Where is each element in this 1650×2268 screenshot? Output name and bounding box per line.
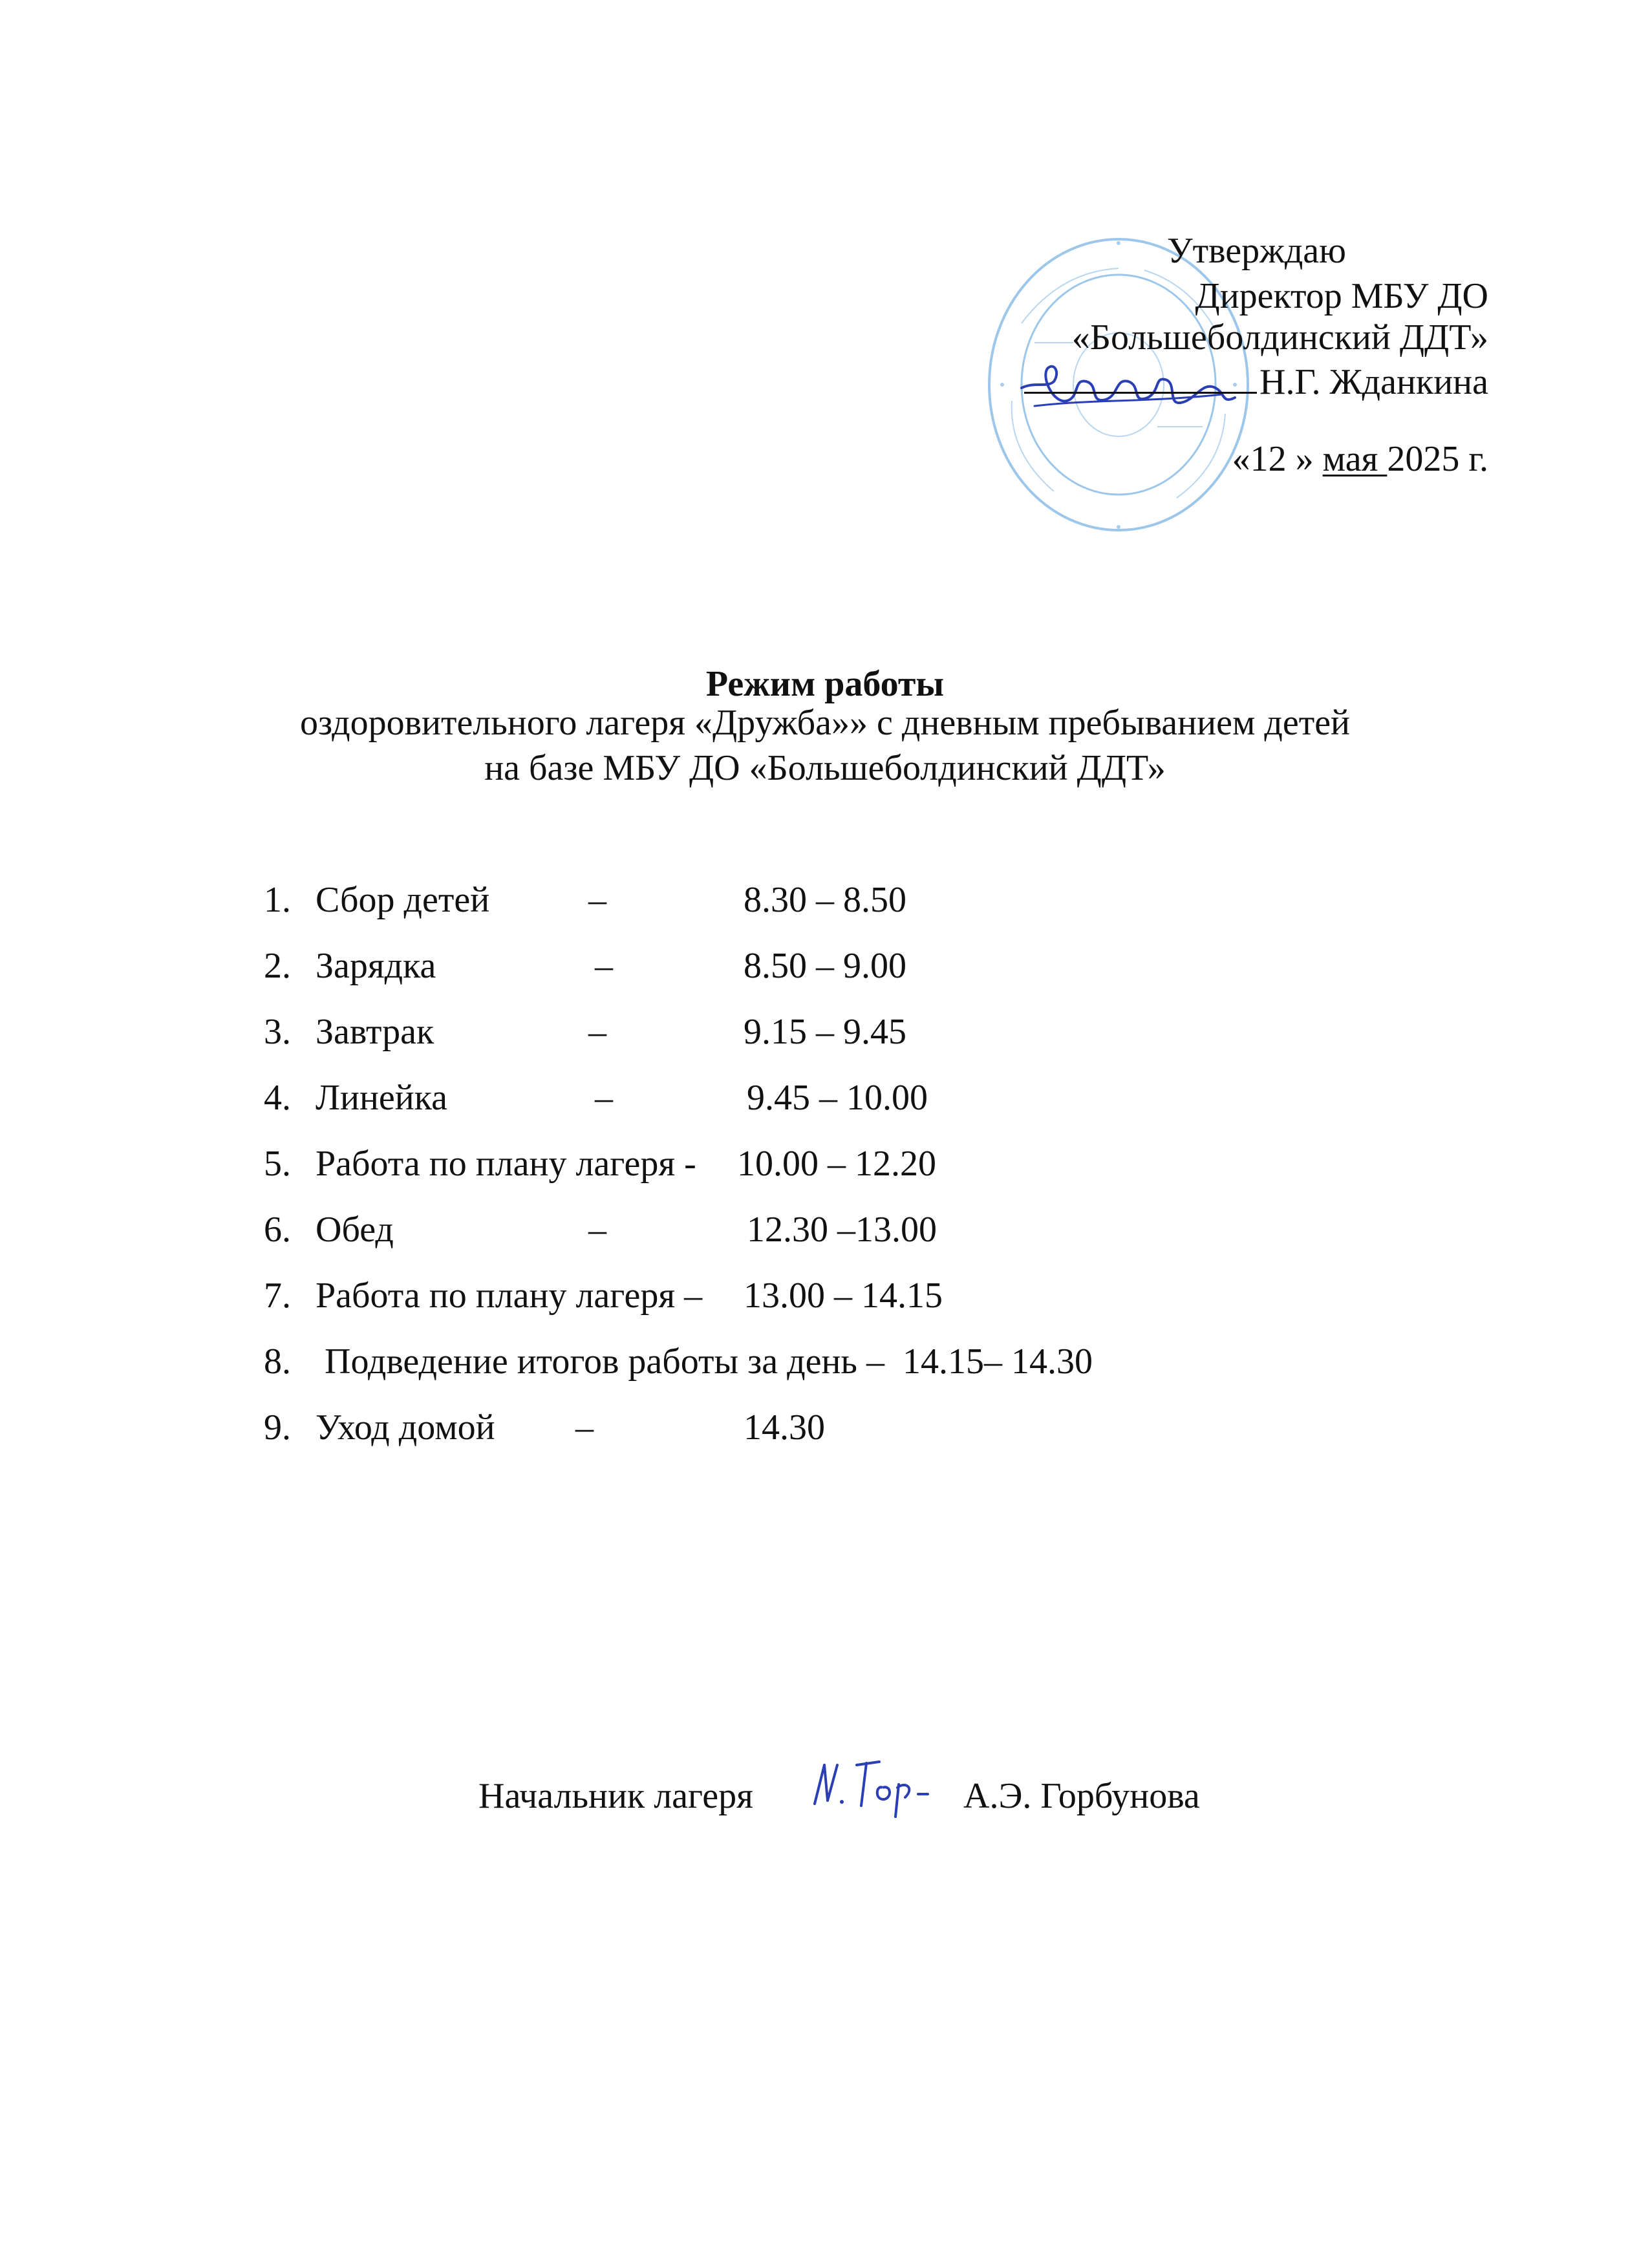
approval-title: Утверждаю <box>1167 231 1346 271</box>
schedule-item-activity: Линейка <box>316 1078 447 1118</box>
schedule-item-number: 9. <box>264 1407 291 1448</box>
approval-date-day: «12 » <box>1232 439 1314 479</box>
schedule-item-separator: – <box>588 1012 606 1052</box>
approval-date-month: мая <box>1322 439 1388 479</box>
camp-head-signature <box>802 1749 938 1820</box>
schedule-item-activity: Работа по плану лагеря - <box>316 1144 696 1184</box>
schedule-item-activity: Подведение итогов работы за день – 14.15– 14.30 <box>316 1342 1093 1382</box>
schedule-item-separator: – <box>588 1210 606 1250</box>
schedule-item-time: 8.50 – 9.00 <box>744 946 906 986</box>
schedule-item-activity: Сбор детей <box>316 880 490 920</box>
schedule-item-separator: – <box>575 1407 594 1448</box>
schedule-item-number: 4. <box>264 1078 291 1118</box>
schedule-item-activity: Работа по плану лагеря – <box>316 1276 703 1316</box>
approval-date <box>1232 441 1488 477</box>
schedule-item-time: 9.15 – 9.45 <box>744 1012 906 1052</box>
approval-date-year: 2025 г. <box>1387 439 1488 479</box>
schedule-item-time: 13.00 – 14.15 <box>744 1276 943 1316</box>
schedule-item-time: 9.45 – 10.00 <box>747 1078 928 1118</box>
signature-underline <box>1024 363 1257 394</box>
schedule-item-number: 5. <box>264 1144 291 1184</box>
schedule-item-number: 7. <box>264 1276 291 1316</box>
schedule-item-separator: – <box>595 946 613 986</box>
document-subtitle-line2: на базе МБУ ДО «Большеболдинский ДДТ» <box>484 748 1166 788</box>
schedule-item-activity: Завтрак <box>316 1012 434 1052</box>
schedule-item-activity: Обед <box>316 1210 394 1250</box>
schedule-item-time: 14.30 <box>744 1407 825 1448</box>
schedule-item-activity: Зарядка <box>316 946 436 986</box>
footer-name: А.Э. Горбунова <box>963 1776 1200 1816</box>
approval-name: Н.Г. Жданкина <box>1259 362 1488 402</box>
approval-organization: «Большеболдинский ДДТ» <box>1071 317 1488 358</box>
approval-signature-row <box>1024 363 1488 400</box>
schedule-item-activity: Уход домой <box>316 1407 495 1448</box>
footer-role: Начальник лагеря <box>478 1776 753 1816</box>
schedule-item-separator: – <box>588 880 606 920</box>
schedule-item-time: 10.00 – 12.20 <box>737 1144 936 1184</box>
approval-position: Директор МБУ ДО <box>1195 276 1488 316</box>
document-subtitle-line1: оздоровительного лагеря «Дружба»» с дневным пребыванием детей <box>299 703 1351 743</box>
schedule-item-separator: – <box>595 1078 613 1118</box>
schedule-item-number: 2. <box>264 946 291 986</box>
schedule-item-time: 8.30 – 8.50 <box>744 880 906 920</box>
schedule-item-time: 12.30 –13.00 <box>747 1210 937 1250</box>
document-title: Режим работы <box>705 664 945 704</box>
schedule-item-number: 3. <box>264 1012 291 1052</box>
schedule-item-number: 8. <box>264 1342 291 1382</box>
schedule-item-number: 6. <box>264 1210 291 1250</box>
schedule-item-number: 1. <box>264 880 291 920</box>
